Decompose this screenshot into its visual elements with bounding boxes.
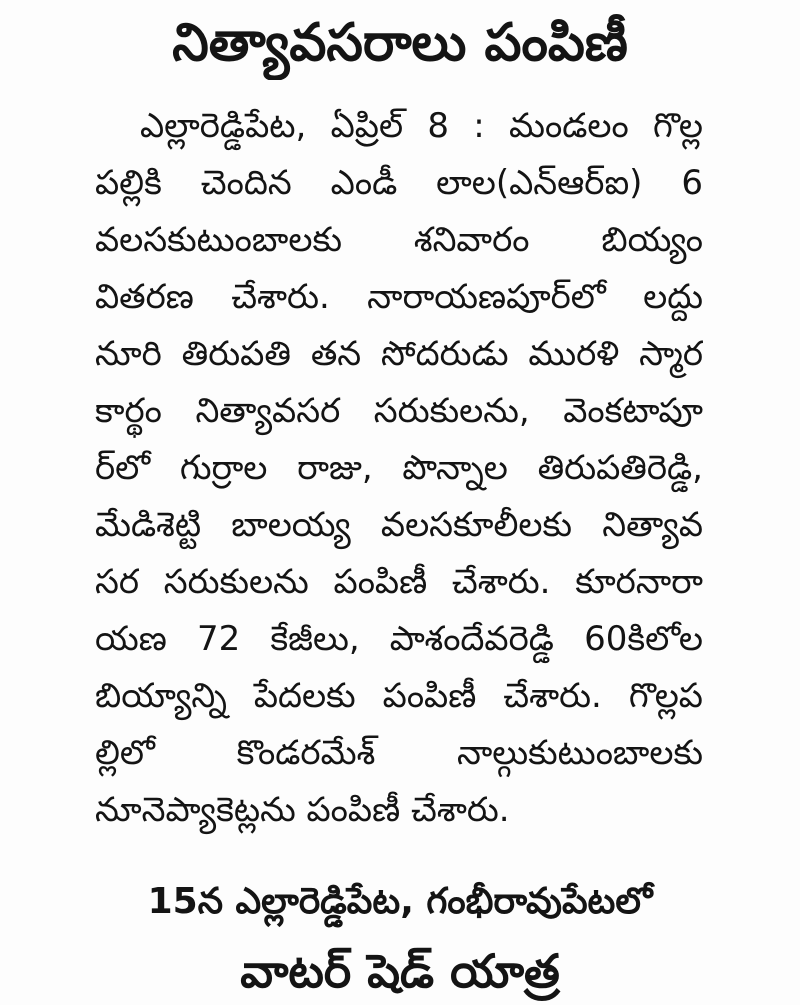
next-article-headline: వాటర్ షెడ్ యాత్ర [240, 944, 560, 998]
body-line: సర సరుకులను పంపిణీ చేశారు. కూరనారా [95, 562, 703, 602]
body-line: బియ్యాన్ని పేదలకు పంపిణీ చేశారు. గొల్లప [95, 676, 703, 716]
next-article-subheadline: 15న ఎల్లారెడ్డిపేట, గంభీరావుపేటలో [147, 881, 653, 922]
article-body [95, 98, 703, 839]
body-line: ర్‌లో గుర్రాల రాజు, పొన్నాల తిరుపతిరెడ్డి, [95, 448, 703, 488]
body-line: కార్థం నిత్యావసర సరుకులను, వెంకటాపూ [95, 391, 703, 431]
body-line: పల్లికి చెందిన ఎండీ లాల(ఎన్ఆర్ఐ) 6 [95, 163, 703, 203]
body-line: ఎల్లారెడ్డిపేట, ఏప్రిల్ 8 : మండలం గొల్ల [140, 106, 703, 146]
body-line: వితరణ చేశారు. నారాయణపూర్‌లో లద్దు [95, 277, 703, 317]
body-line: నూనెప్యాకెట్లను పంపిణీ చేశారు. [95, 790, 510, 830]
body-line: నూరి తిరుపతి తన సోదరుడు మురళి స్మార [95, 334, 703, 374]
body-line: ల్లిలో కొండరమేశ్ నాల్గుకుటుంబాలకు [95, 733, 703, 773]
body-line: యణ 72 కేజీలు, పాశందేవరెడ్డి 60కిలోల [95, 619, 703, 659]
body-line: వలసకుటుంబాలకు శనివారం బియ్యం [95, 220, 703, 260]
body-line: మేడిశెట్టి బాలయ్య వలసకూలీలకు నిత్యావ [95, 505, 703, 545]
article-headline: నిత్యావసరాలు పంపిణీ [172, 13, 628, 73]
